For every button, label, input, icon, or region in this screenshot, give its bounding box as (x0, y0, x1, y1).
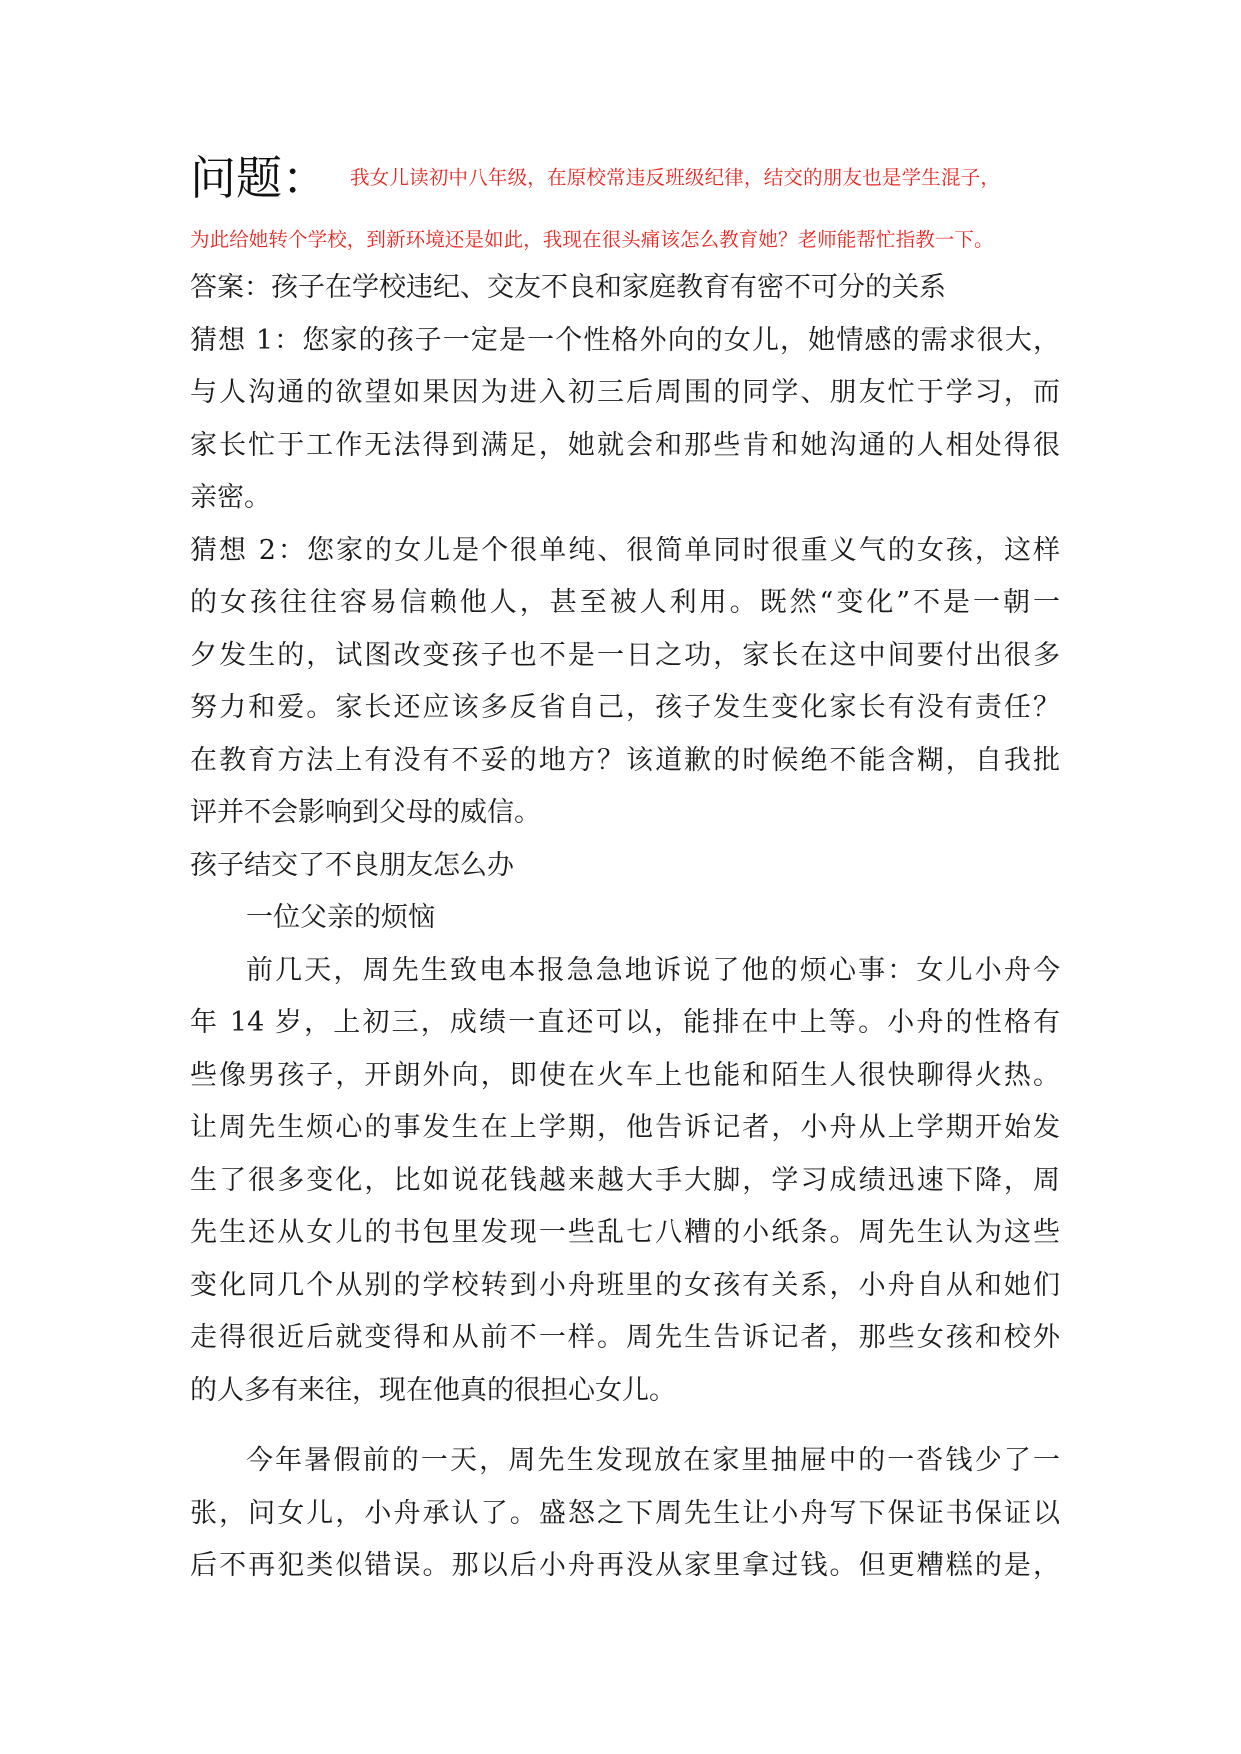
paragraph-line: 生了很多变化，比如说花钱越来越大手大脚，学习成绩迅速下降，周 (190, 1164, 1060, 1196)
subheading: 一位父亲的烦恼 (246, 902, 435, 933)
paragraph-line: 的女孩往往容易信赖他人，甚至被人利用。既然“变化”不是一朝一 (190, 587, 1060, 618)
paragraph-line: 变化同几个从别的学校转到小舟班里的女孩有关系，小舟自从和她们 (190, 1269, 1060, 1301)
paragraph-line: 先生还从女儿的书包里发现一些乱七八糟的小纸条。周先生认为这些 (190, 1217, 1060, 1248)
paragraph-line: 评并不会影响到父母的威信。 (190, 797, 541, 828)
paragraph-line: 让周先生烦心的事发生在上学期，他告诉记者，小舟从上学期开始发 (190, 1112, 1060, 1143)
paragraph-line: 猜想 1：您家的孩子一定是一个性格外向的女儿，她情感的需求很大， (190, 324, 1060, 356)
paragraph-line: 在教育方法上有没有不妥的地方？该道歉的时候绝不能含糊，自我批 (190, 744, 1060, 776)
paragraph-line: 前几天，周先生致电本报急急地诉说了他的烦心事：女儿小舟今 (246, 954, 1060, 986)
question-text-2: 为此给她转个学校，到新环境还是如此，我现在很头痛该怎么教育她？老师能帮忙指教一下。 (190, 228, 994, 251)
paragraph-line: 努力和爱。家长还应该多反省自己，孩子发生变化家长有没有责任？ (190, 692, 1060, 723)
paragraph-line: 的人多有来往，现在他真的很担心女儿。 (190, 1374, 676, 1406)
paragraph-line: 年 14 岁，上初三，成绩一直还可以，能排在中上等。小舟的性格有 (190, 1007, 1060, 1038)
paragraph-line: 亲密。 (190, 482, 271, 513)
paragraph-line: 些像男孩子，开朗外向，即使在火车上也能和陌生人很快聊得火热。 (190, 1059, 1060, 1091)
paragraph-line: 猜想 2：您家的女儿是个很单纯、很简单同时很重义气的女孩，这样 (190, 534, 1060, 566)
answer-line: 答案：孩子在学校违纪、交友不良和家庭教育有密不可分的关系 (190, 272, 946, 303)
question-text-1: 我女儿读初中八年级，在原校常违反班级纪律，结交的朋友也是学生混子， (350, 166, 1001, 189)
paragraph-line: 家长忙于工作无法得到满足，她就会和那些肯和她沟通的人相处得很 (190, 429, 1060, 461)
paragraph-line: 张，问女儿，小舟承认了。盛怒之下周先生让小舟写下保证书保证以 (190, 1497, 1060, 1529)
paragraph-line: 今年暑假前的一天，周先生发现放在家里抽屉中的一沓钱少了一 (246, 1445, 1060, 1476)
paragraph-line: 走得很近后就变得和从前不一样。周先生告诉记者，那些女孩和校外 (190, 1322, 1060, 1353)
question-line-1 (190, 142, 1000, 208)
paragraph-line: 夕发生的，试图改变孩子也不是一日之功，家长在这中间要付出很多 (190, 639, 1060, 671)
paragraph-gap (190, 1417, 1060, 1435)
body-text (190, 262, 1060, 1593)
paragraph-line: 后不再犯类似错误。那以后小舟再没从家里拿过钱。但更糟糕的是， (190, 1550, 1060, 1581)
section-heading: 孩子结交了不良朋友怎么办 (190, 849, 514, 881)
question-label: 问题： (190, 151, 328, 205)
paragraph-line: 与人沟通的欲望如果因为进入初三后周围的同学、朋友忙于学习，而 (190, 377, 1060, 408)
